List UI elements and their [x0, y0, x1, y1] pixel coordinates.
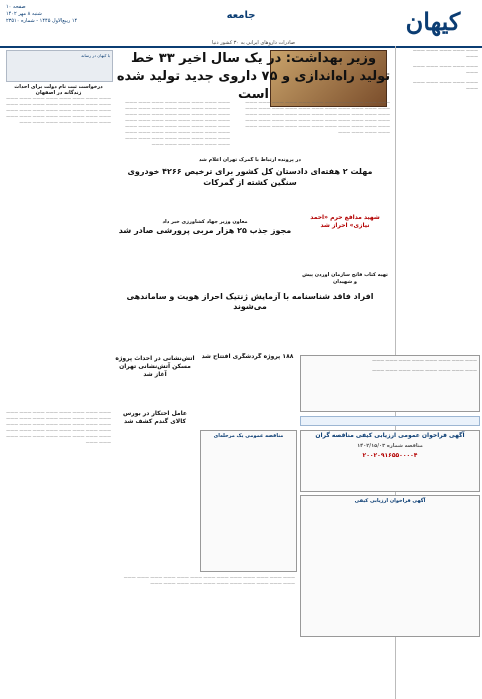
section-title: جامعه [226, 10, 256, 21]
bottom-center-column: ——— ——— ——— ——— ——— ——— ——— ——— ——— ——— ——— ——— ——— ——— ——— ——— ——— ——— ——— ——— ——— ——— ——— ——— [123, 575, 295, 586]
wheat-headline: عامل احتکار در بورس کالای گندم کشف شد [123, 410, 187, 425]
sports-headline: ۱۸۸ پروژه گردشگری افتتاح شد [201, 353, 294, 360]
date-block [6, 4, 92, 25]
masthead-logo: کیهان [405, 7, 461, 36]
lead-kicker: صادرات داروهای ایرانی به ۳۰ کشور دنیا [212, 40, 295, 46]
date-ar: ۱۴ ربیع‌الاول ۱۴۴۵ - شماره ۲۳۵۱۰ [6, 18, 78, 24]
date-fa: شنبه ۸ مهر ۱۴۰۲ [6, 11, 42, 17]
tender-table-top: ——— ——— ——— ——— ——— ——— ——— ——— ——— ——— ——— ——— ——— ——— ——— ——— [300, 355, 480, 412]
tender-main: آگهی فراخوان عمومی ارزیابی کیفی مناقصه گران مناقصه شماره ۱۴۰۲/۱۵/۰۳ ۲۰۰۲۰۹۱۶۵۵۰۰۰۰۴ [300, 430, 480, 492]
tender-water: مناقصه عمومی یک مرحله‌ای [200, 430, 297, 572]
fish-headline: مجوز جذب ۲۵ هزار مربی پرورشی صادر شد [118, 226, 292, 235]
tender-stripe [300, 416, 480, 426]
housing-headline: آتش‌نشانی در احداث پروژه مسکن آتش‌نشانی تهران آغاز شد [115, 355, 195, 378]
fish-kicker: معاون وزیر جهاد کشاورزی خبر داد [162, 219, 248, 225]
lead-headline: وزیر بهداشت: در یک سال اخیر ۳۳ خط تولید راه‌اندازی و ۷۵ داروی جدید تولید شده است [116, 51, 391, 102]
customs-headline: مهلت ۲ هفته‌ای دادستان کل کشور برای ترخیص ۴۲۶۶ خودروی سنگین کشته از گمرکات [127, 167, 373, 187]
page-number: صفحه ۱۰ [6, 4, 26, 10]
id-headline: افراد فاقد شناسنامه با آزمایش ژنتیک احراز هویت و ساماندهی می‌شوند [126, 292, 374, 311]
customs-kicker: در پرونده ارتباط با گمرک تهران اعلام شد [199, 157, 301, 163]
left-advertisement: با کیهان در رسانه [6, 50, 113, 82]
bottom-left-column: ——— ——— ——— ——— ——— ——— ——— ——— ——— ——— ——— ——— ——— ——— ——— ——— ——— ——— ——— ——— ——— ——— ——— ——— ——— ——— ——— ——— ——— ——— ——— ——— ——— ——— ——— ——— ——— ——— ——— ——— ——— ——— [6, 410, 111, 445]
martyr2-headline: تهیه کتاب فاتح سازمان آوردن پیش و شهیدان [302, 272, 388, 285]
right-sidebar: ——— ——— ——— ——— ——— ——— ——— ——— ——— ——— ——— ——— ——— ——— ——— ——— ——— ——— [395, 46, 482, 699]
lead-body-col1: ——— ——— ——— ——— ——— ——— ——— ——— ——— ——— ——— ——— ——— ——— ——— ——— ——— ——— ——— ——— ——— ——— ——— ——— ——— ——— ——— ——— ——— ——— ——— ——— ——— ——— ——— ——— ——— ——— ——— ——— ——— ——— ——— ——— ——— ——— ——— ——— ——— ——— ——— ——— ——— ——— ——— ——— ——— ——— ——— ——— ——— ——— [125, 100, 230, 147]
martyr-headline: شهید مدافع حرم «احمد نیازی» احراز شد [310, 214, 380, 229]
tender-gas: آگهی فراخوان ارزیابی کیفی [300, 495, 480, 637]
left-column: درخواست ثبت نام دولت برای احداث زندگانه در اصفهان ——— ——— ——— ——— ——— ——— ——— ——— ——— ——— ——— ——— ——— ——— ——— ——— ——— ——— ——— ——— ——— ——— ——— ——— ——— ——— ——— ——— ——— ——— ——— ——— ——— ——— ——— ——— ——— ——— ——— [6, 84, 111, 125]
lead-body-col2: ——— ——— ——— ——— ——— ——— ——— ——— ——— ——— ——— ——— ——— ——— ——— ——— ——— ——— ——— ——— ——— ——— ——— ——— ——— ——— ——— ——— ——— ——— ——— ——— ——— ——— ——— ——— ——— ——— ——— ——— ——— ——— ——— ——— ——— ——— ——— ——— ——— ——— ——— ——— ——— ——— ——— ——— ——— ——— ——— [245, 100, 390, 135]
